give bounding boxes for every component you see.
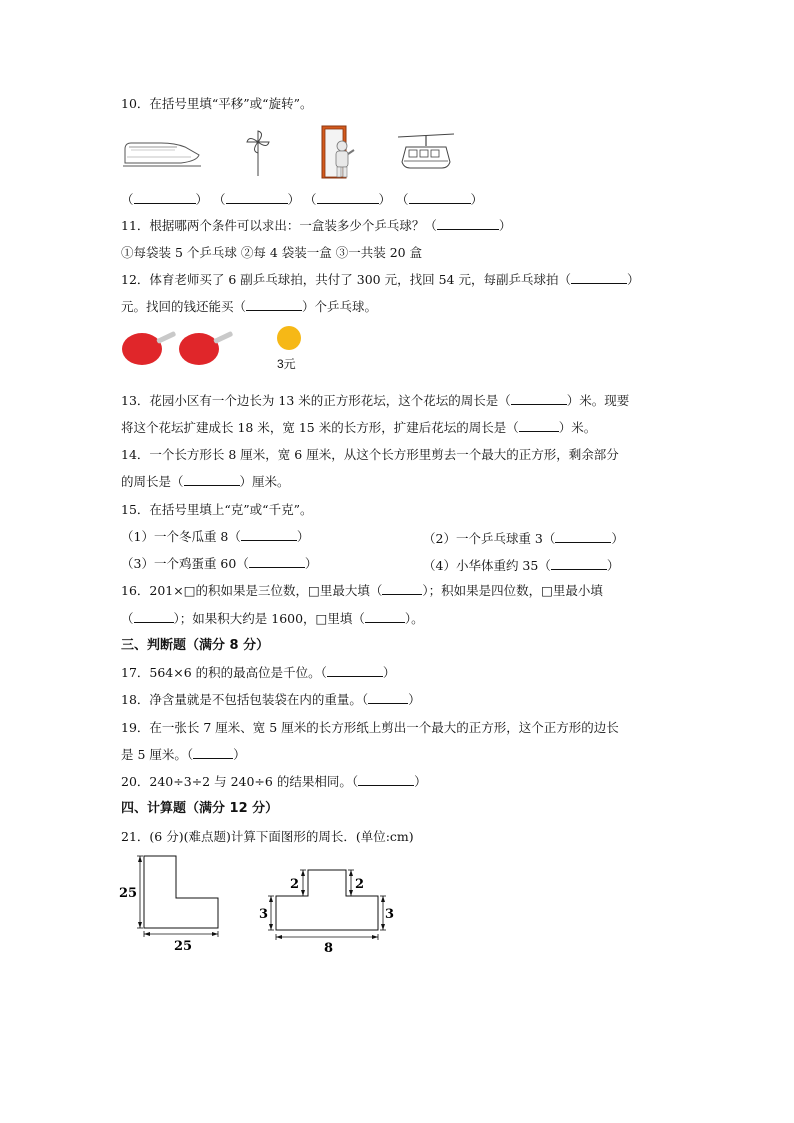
q21-figure-2 (256, 862, 396, 957)
pinwheel-icon (243, 128, 273, 181)
q19-line2: 是 5 厘米。（ ） (121, 747, 246, 762)
q13-line2: 将这个花坛扩建成长 18 米，宽 15 米的长方形，扩建后花坛的周长是（ ）米。 (121, 420, 597, 435)
q14-blank[interactable] (184, 474, 240, 486)
q15-blank-3[interactable] (249, 556, 305, 568)
q15-item-3: （3）一个鸡蛋重 60（ ） (121, 556, 318, 571)
q15-blank-2[interactable] (555, 531, 611, 543)
q15-blank-1[interactable] (241, 529, 297, 541)
q14-line2: 的周长是（ ）厘米。 (121, 474, 290, 489)
q20: 20．240÷3÷2 与 240÷6 的结果相同。（ ） (121, 774, 427, 789)
q17: 17．564×6 的积的最高位是千位。（ ） (121, 665, 396, 680)
q10-stem: 10．在括号里填“平移”或“旋转”。 (121, 96, 313, 111)
q13-line1: 13．花园小区有一个边长为 13 米的正方形花坛，这个花坛的周长是（ ）米。现要 (121, 393, 630, 408)
ball-price-label: 3元 (277, 357, 296, 371)
q11-stem: 11．根据哪两个条件可以求出：一盒装多少个乒乓球？（ ） (121, 218, 512, 233)
high-speed-train-icon (121, 135, 201, 172)
q16-blank-3[interactable] (365, 611, 405, 623)
q10-answer-2[interactable]: （ ） (213, 192, 301, 207)
ping-pong-paddle-icon (120, 325, 180, 370)
q10-answer-3[interactable]: （ ） (304, 192, 392, 207)
q13-blank-2[interactable] (519, 420, 559, 432)
q11-answer-blank[interactable] (437, 218, 499, 230)
section-3-heading: 三、判断题（满分 8 分） (121, 638, 270, 653)
q16-line1: 16．201×□的积如果是三位数，□里最大填（ ）；积如果是四位数，□里最小填 (121, 583, 603, 598)
q12-line1: 12．体育老师买了 6 副乒乓球拍，共付了 300 元，找回 54 元，每副乒乓球拍（ ） (121, 272, 640, 287)
q15-stem: 15．在括号里填上“克”或“千克”。 (121, 502, 313, 517)
q16-blank-1[interactable] (382, 583, 422, 595)
q14-line1: 14．一个长方形长 8 厘米，宽 6 厘米，从这个长方形里剪去一个最大的正方形，剩余部分 (121, 447, 619, 462)
fig2-left-top-label: 2 (290, 877, 300, 892)
q15-item-4: （4）小华体重约 35（ ） (423, 558, 620, 573)
q18-blank[interactable] (368, 692, 408, 704)
q21-stem: 21．(6 分)(难点题)计算下面图形的周长．(单位:cm) (121, 829, 414, 844)
q16-blank-2[interactable] (134, 611, 174, 623)
q15-item-1: （1）一个冬瓜重 8（ ） (121, 529, 310, 544)
q18: 18．净含量就是不包括包装袋在内的重量。（ ） (121, 692, 421, 707)
q17-blank[interactable] (327, 665, 383, 677)
fig2-right-label: 3 (385, 907, 395, 922)
q11-options: ①每袋装 5 个乒乓球 ②每 4 袋装一盒 ③一共装 20 盒 (121, 245, 423, 260)
q12-blank-2[interactable] (246, 299, 302, 311)
q10-answer-1[interactable]: （ ） (121, 192, 209, 207)
fig2-bottom-label: 8 (324, 941, 334, 954)
fig2-right-top-label: 2 (355, 877, 365, 892)
ping-pong-paddle-icon (177, 325, 237, 370)
q12-line2: 元。找回的钱还能买（ ）个乒乓球。 (121, 299, 378, 314)
q16-line2: （ ）；如果积大约是 1600，□里填（ ）。 (121, 611, 424, 626)
q12-blank-1[interactable] (571, 272, 627, 284)
q21-figure-1 (118, 852, 228, 955)
ping-pong-ball-icon (276, 325, 302, 354)
q13-blank-1[interactable] (511, 393, 567, 405)
fig1-width-label: 25 (174, 939, 193, 952)
q19-line1: 19．在一张长 7 厘米、宽 5 厘米的长方形纸上剪出一个最大的正方形，这个正方形的边长 (121, 720, 619, 735)
fig1-height-label: 25 (119, 886, 138, 901)
q19-blank[interactable] (193, 747, 233, 759)
door-opening-icon (318, 124, 358, 183)
q15-blank-4[interactable] (551, 558, 607, 570)
section-4-heading: 四、计算题（满分 12 分） (121, 801, 279, 816)
q20-blank[interactable] (358, 774, 414, 786)
cable-car-icon (398, 132, 454, 175)
q15-item-2: （2）一个乒乓球重 3（ ） (423, 531, 624, 546)
q10-answer-4[interactable]: （ ） (396, 192, 484, 207)
fig2-left-label: 3 (259, 907, 269, 922)
